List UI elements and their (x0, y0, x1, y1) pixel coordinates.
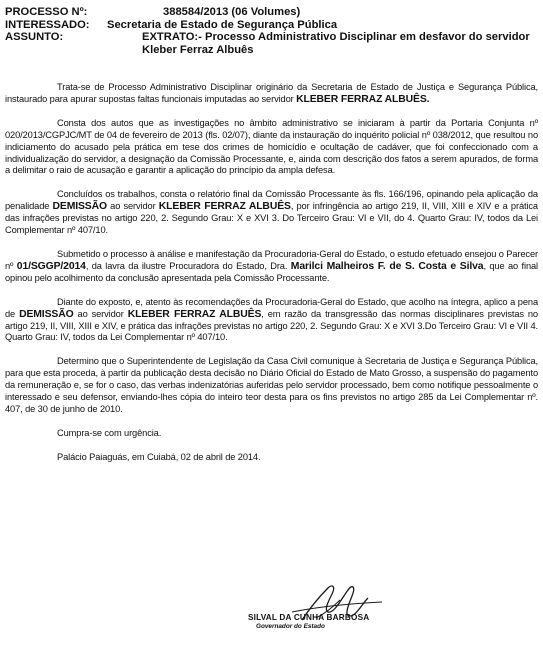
paragraph-5-text-c: , em razão da transgressão das normas disciplinares previstas no artigo 219, II, VIII, XIII e XIV, e prática das infrações previstas no artigo 220, 2. Segundo Grau: X e XVI 3.Do Terceiro Grau: VI e VII 4. Quarto Grau: IV, todos da Lei Complementar nº 407/10. (5, 308, 538, 343)
paragraph-4-text-a: Submetido o processo à análise e manifestação da Procuradoria-Geral do Estado, o estudo efetuado ensejou o Parecer nº (5, 248, 538, 271)
paragraph-6 (5, 356, 538, 416)
paragraph-5-text-a: Diante do exposto, e, atento às recomendações da Procuradoria-Geral do Estado, que acolho na íntegra, aplico a pena de (5, 296, 538, 319)
paragraph-1 (5, 82, 538, 106)
paragraph-3-text-b: ao servidor (106, 201, 159, 212)
paragraph-4 (5, 249, 538, 285)
interessado-value: Secretaria de Estado de Segurança Pública (107, 18, 338, 31)
paragraph-4-text-b: , da lavra da ilustre Procuradora do Estado, Dra. (85, 260, 291, 271)
closing-local-data: Palácio Paiaguás, em Cuiabá, 02 de abril de 2014. (57, 451, 261, 462)
document-header (5, 6, 539, 56)
signature-block (232, 578, 432, 638)
paragraph-3-servidor: KLEBER FERRAZ ALBUÊS (158, 201, 291, 213)
paragraph-3-text-a: Concluídos os trabalhos, consta o relatório final da Comissão Processante às fls. 166/196, opinando pela aplicação da penalidade (5, 189, 538, 212)
interessado-label: INTERESSADO: (5, 18, 90, 31)
processo-label: PROCESSO Nº: (5, 6, 88, 18)
closing-urgencia: Cumpra-se com urgência. (57, 427, 162, 438)
paragraph-4-parecer: 01/SGGP/2014 (16, 260, 86, 272)
paragraph-6-text: Determino que o Superintendente de Legislação da Casa Civil comunique à Secretaria de Justiça e Segurança Pública, para que esta proceda, à partir da publicação desta decisão no Diário Oficial do Estado de Mato Grosso, a suspensão do pagamento da remuneração e, se for o caso, das verbas indenizatórias auferidas pelo servidor processado, bem como notifique pessoalmente o interessado e seu defensor, enviando-lhes cópia do inteiro teor desta para os fins previstos no artigo 285 da Lei Complementar nº. 407, de 30 de junho de 2010. (5, 356, 538, 414)
paragraph-4-text-c: , que ao final opinou pelo acolhimento da conclusão apresentada pela Comissão Processante. (5, 260, 538, 283)
signature-title: Governador do Estado (256, 623, 325, 630)
assunto-label: ASSUNTO: (5, 31, 64, 43)
paragraph-4-procuradora: Marilci Malheiros F. de S. Costa e Silva (290, 260, 484, 272)
header-interessado-row (5, 19, 539, 32)
paragraph-5-text-b: ao servidor (73, 308, 128, 319)
paragraph-5-servidor: KLEBER FERRAZ ALBUÊS (127, 308, 262, 320)
paragraph-5-pena: DEMISSÃO (19, 308, 74, 320)
paragraph-2 (5, 118, 538, 178)
processo-value: 388584/2013 (06 Volumes) (163, 6, 301, 18)
paragraph-1-servidor: KLEBER FERRAZ ALBUÊS. (296, 93, 430, 105)
assunto-value: EXTRATO:- Processo Administrativo Disciplinar em desfavor do servidor Kleber Ferraz Albuês (142, 31, 530, 56)
paragraph-3-text-c: , por infringência ao artigo 219, II, VIII, XIII e XIV e a prática das infrações previstas no artigo 220, 2. Segundo Grau: X e XVI 3. Do Terceiro Grau: VI e VII, do 4. Quarto Grau: IV, todos da Lei Complementar nº 407/10. (5, 201, 538, 236)
paragraph-2-text: Consta dos autos que as investigações no âmbito administrativo se iniciaram à partir da Portaria Conjunta nº 020/2013/CGPJC/MT de 04 de fevereiro de 2013 (fls. 02/07), diante da instauração do inquérito policial nº 038/2012, que resultou no indiciamento do acusado pela prática em tese dos crimes de homicídio e ocultação de cadáver, que foi confeccionado com a individualização do servidor, a designação da Comissão Processante, e, ainda com descrição dos fatos a serem apurados, de forma a delimitar o raio de acusação e garantir a aplicação do princípio da ampla defesa. (5, 117, 538, 176)
paragraph-1-text: Trata-se de Processo Administrativo Disciplinar originário da Secretaria de Estado de Justiça e Segurança Pública, instaurado para apurar supostas faltas funcionais imputadas ao servidor (5, 82, 538, 104)
paragraph-5 (5, 297, 538, 345)
paragraph-3-penalidade: DEMISSÃO (52, 201, 107, 213)
signature-name: SILVAL DA CUNHA BARBOSA (248, 613, 370, 622)
header-processo-row (5, 6, 539, 19)
paragraph-3 (5, 189, 538, 237)
header-assunto-row (5, 31, 539, 56)
document-body (5, 82, 538, 476)
